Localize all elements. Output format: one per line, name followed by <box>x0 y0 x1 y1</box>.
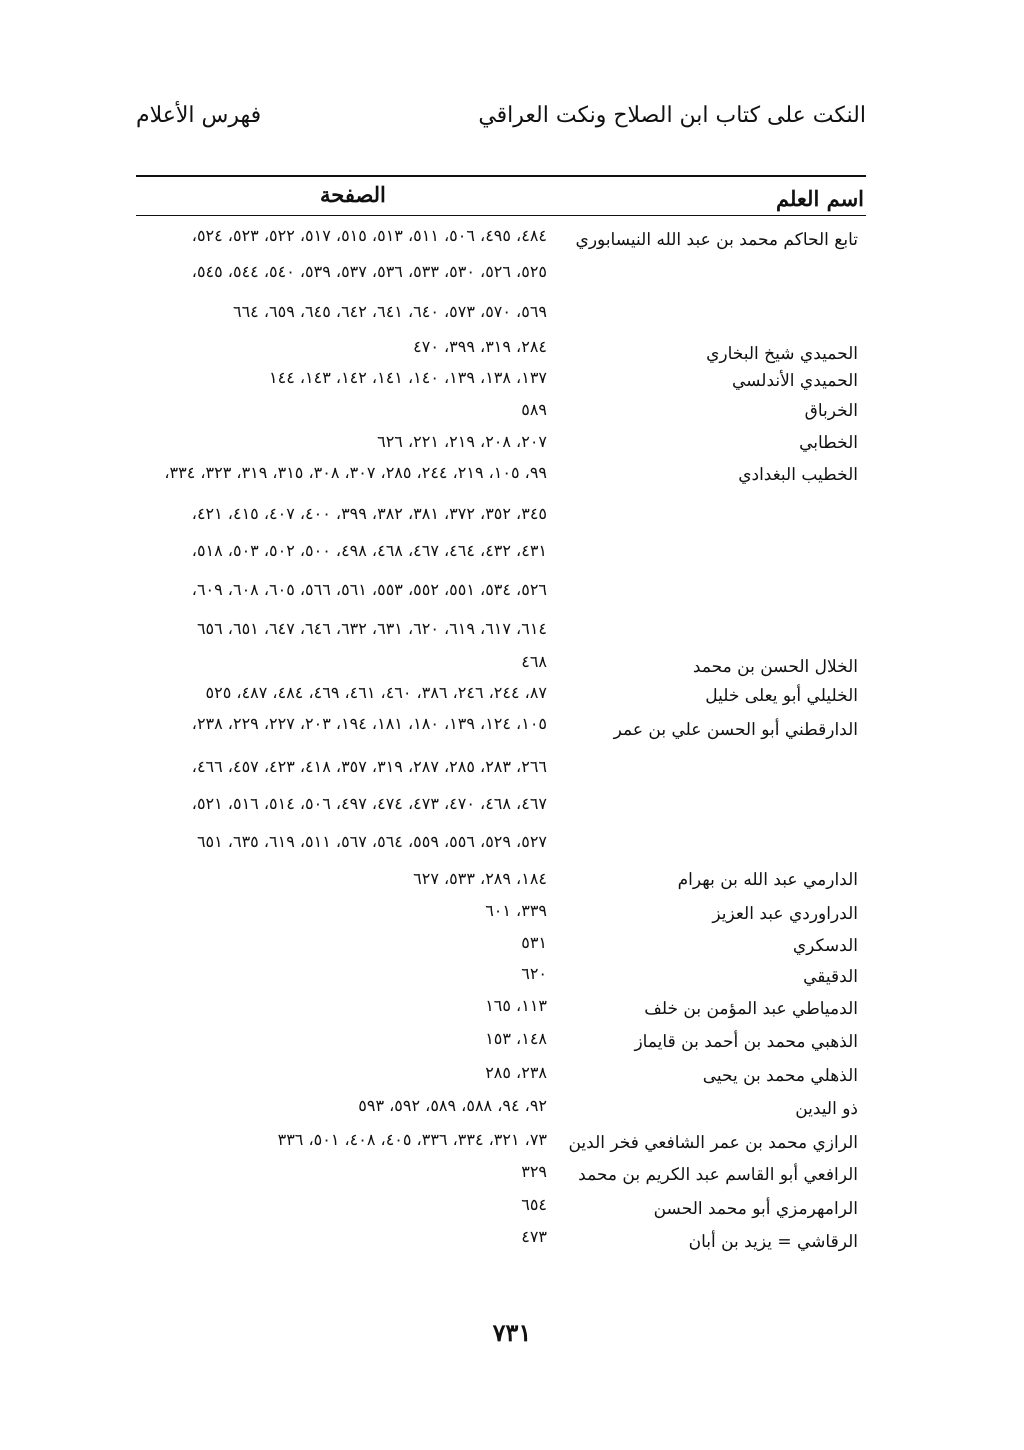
entry-name: الدمياطي عبد المؤمن بن خلف <box>644 999 858 1019</box>
entry-name: الدسكري <box>792 936 858 956</box>
entry-pages: ٥٢٧، ٥٢٩، ٥٥٦، ٥٥٩، ٥٦٤، ٥٦٧، ٥١١، ٦١٩، ٦٣٥، ٦٥١ <box>196 832 547 851</box>
entry-pages: ٥٨٩ <box>521 400 547 419</box>
book-title: النكت على كتاب ابن الصلاح ونكت العراقي <box>478 103 866 128</box>
entry-name: الحميدي الأندلسي <box>731 371 858 391</box>
entry-name: الخرباق <box>804 401 858 421</box>
column-header-page: الصفحة <box>320 182 386 207</box>
entry-pages: ٩٩، ١٠٥، ٢١٩، ٢٤٤، ٢٨٥، ٣٠٧، ٣٠٨، ٣١٥، ٣١٩، ٣٢٣، ٣٣٤، <box>164 463 547 482</box>
entry-pages: ٢٦٦، ٢٨٣، ٢٨٥، ٢٨٧، ٣١٩، ٣٥٧، ٤١٨، ٤٢٣، ٤٥٧، ٤٦٦، <box>191 757 547 776</box>
column-header-name: اسم العلم <box>775 186 864 211</box>
entry-pages: ٥٢٦، ٥٣٤، ٥٥١، ٥٥٢، ٥٥٣، ٥٦١، ٥٦٦، ٦٠٥، ٦٠٨، ٦٠٩، <box>191 580 547 599</box>
section-title: فهرس الأعلام <box>136 103 262 128</box>
entry-pages: ٤٦٨ <box>521 652 547 671</box>
running-header <box>136 103 866 143</box>
table-header-rule <box>136 215 866 216</box>
entry-name: الرقاشي = يزيد بن أبان <box>688 1232 858 1252</box>
entry-name: الخلال الحسن بن محمد <box>692 657 858 677</box>
entry-name: الدراوردي عبد العزيز <box>712 904 858 924</box>
entry-pages: ٥٣١ <box>521 933 547 952</box>
entry-pages: ١١٣، ١٦٥ <box>485 996 547 1015</box>
entry-pages: ٢٠٧، ٢٠٨، ٢١٩، ٢٢١، ٦٢٦ <box>377 432 547 451</box>
entry-name: الدارقطني أبو الحسن علي بن عمر <box>613 720 858 740</box>
entry-pages: ٤٣١، ٤٣٢، ٤٦٤، ٤٦٧، ٤٦٨، ٤٩٨، ٥٠٠، ٥٠٢، ٥٠٣، ٥١٨، <box>191 541 547 560</box>
entry-pages: ٢٣٨، ٢٨٥ <box>485 1063 547 1082</box>
entry-pages: ٣٢٩ <box>521 1162 547 1181</box>
entry-pages: ٤٦٧، ٤٦٨، ٤٧٠، ٤٧٣، ٤٧٤، ٤٩٧، ٥٠٦، ٥١٤، ٥١٦، ٥٢١، <box>191 794 547 813</box>
entry-pages: ٥٢٥، ٥٢٦، ٥٣٠، ٥٣٣، ٥٣٦، ٥٣٧، ٥٣٩، ٥٤٠، ٥٤٤، ٥٤٥، <box>191 262 547 281</box>
entry-name: تابع الحاكم محمد بن عبد الله النيسابوري <box>575 230 858 250</box>
entry-pages: ٤٧٣ <box>521 1227 547 1246</box>
entry-name: الخطيب البغدادي <box>738 465 858 485</box>
entry-pages: ٤٨٤، ٤٩٥، ٥٠٦، ٥١١، ٥١٣، ٥١٥، ٥١٧، ٥٢٢، ٥٢٣، ٥٢٤، <box>191 226 547 245</box>
page-number: ٧٣١ <box>492 1318 532 1347</box>
entry-pages: ٦٢٠ <box>521 964 547 983</box>
entry-pages: ٢٨٤، ٣١٩، ٣٩٩، ٤٧٠ <box>413 337 547 356</box>
entry-pages: ١٣٧، ١٣٨، ١٣٩، ١٤٠، ١٤١، ١٤٢، ١٤٣، ١٤٤ <box>269 368 547 387</box>
entry-pages: ٣٣٩، ٦٠١ <box>485 901 547 920</box>
entry-name: الحميدي شيخ البخاري <box>706 344 858 364</box>
entry-pages: ١٠٥، ١٢٤، ١٣٩، ١٨٠، ١٨١، ١٩٤، ٢٠٣، ٢٢٧، ٢٢٩، ٢٣٨، <box>191 714 547 733</box>
entry-name: الدقيقي <box>803 967 858 987</box>
entry-pages: ٩٢، ٩٤، ٥٨٨، ٥٨٩، ٥٩٢، ٥٩٣ <box>358 1096 547 1115</box>
header-rule <box>136 175 866 177</box>
entry-pages: ١٨٤، ٢٨٩، ٥٣٣، ٦٢٧ <box>413 869 547 888</box>
entry-pages: ١٤٨، ١٥٣ <box>485 1029 547 1048</box>
entry-pages: ٦١٤، ٦١٧، ٦١٩، ٦٢٠، ٦٣١، ٦٣٢، ٦٤٦، ٦٤٧، ٦٥١، ٦٥٦ <box>196 619 547 638</box>
entry-pages: ٨٧، ٢٤٤، ٢٤٦، ٣٨٦، ٤٦٠، ٤٦١، ٤٦٩، ٤٨٤، ٤٨٧، ٥٢٥ <box>205 683 547 702</box>
entry-pages: ٦٥٤ <box>521 1195 547 1214</box>
entry-name: الرافعي أبو القاسم عبد الكريم بن محمد <box>578 1165 858 1185</box>
entry-name: ذو اليدين <box>795 1099 858 1119</box>
entry-name: الرامهرمزي أبو محمد الحسن <box>653 1199 858 1219</box>
entry-pages: ٧٣، ٣٢١، ٣٣٤، ٣٣٦، ٤٠٥، ٤٠٨، ٥٠١، ٣٣٦ <box>277 1130 547 1149</box>
entry-pages: ٥٦٩، ٥٧٠، ٥٧٣، ٦٤٠، ٦٤١، ٦٤٢، ٦٤٥، ٦٥٩، ٦٦٤ <box>232 302 547 321</box>
entry-name: الخطابي <box>799 433 858 453</box>
entry-name: الخليلي أبو يعلى خليل <box>705 686 858 706</box>
entry-name: الدارمي عبد الله بن بهرام <box>677 870 858 890</box>
entry-name: الذهلي محمد بن يحيى <box>702 1066 858 1086</box>
entry-name: الذهبي محمد بن أحمد بن قايماز <box>634 1032 858 1052</box>
entry-name: الرازي محمد بن عمر الشافعي فخر الدين <box>568 1133 858 1153</box>
entry-pages: ٣٤٥، ٣٥٢، ٣٧٢، ٣٨١، ٣٨٢، ٣٩٩، ٤٠٠، ٤٠٧، ٤١٥، ٤٢١، <box>191 504 547 523</box>
